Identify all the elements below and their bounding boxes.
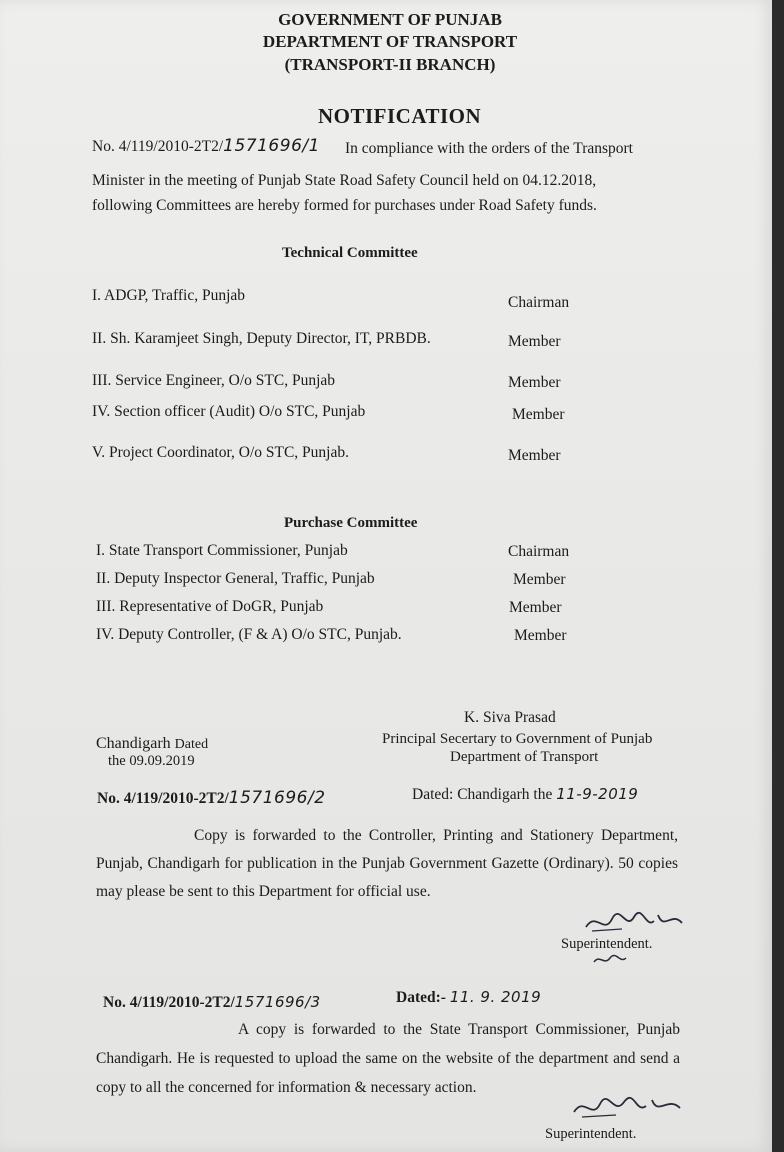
- copy2-dated-label: Dated:-: [396, 989, 446, 1006]
- signatory-department: Department of Transport: [450, 749, 599, 765]
- purchase-member-role: Member: [514, 627, 567, 644]
- copy2-date-handwritten: 11. 9. 2019: [449, 988, 542, 1006]
- notice-ref-handwritten: 1571696/1: [223, 136, 320, 156]
- signature-2-icon: [570, 1090, 690, 1124]
- copy1-text: Copy is forwarded to the Controller, Printing and Stationery Department, Punjab, Chandigarh for publication in the Punjab Government Gazette (Ordinary). 50 copies may please be sent to this Department for official use.: [96, 827, 678, 900]
- technical-member-role: Member: [508, 374, 561, 391]
- copy2-sign-title: Superintendent.: [545, 1126, 637, 1142]
- initials-1-icon: [592, 952, 628, 968]
- copy1-sign-title: Superintendent.: [561, 936, 653, 952]
- notice-ref: [92, 136, 320, 156]
- notice-ref-prefix: No. 4/119/2010-2T2/: [92, 138, 224, 155]
- technical-committee-heading: Technical Committee: [282, 245, 418, 261]
- purchase-committee-heading: Purchase Committee: [284, 515, 418, 531]
- purchase-member-name: III. Representative of DoGR, Punjab: [96, 598, 324, 615]
- technical-member-name: V. Project Coordinator, O/o STC, Punjab.: [92, 444, 349, 461]
- copy1-dated: [412, 785, 638, 804]
- notification-title: NOTIFICATION: [318, 104, 482, 128]
- copy2-dated: [396, 988, 541, 1007]
- place-date: the 09.09.2019: [108, 753, 195, 769]
- notice-line-3: following Committees are hereby formed for purchases under Road Safety funds.: [92, 197, 597, 214]
- notice-line-1: In compliance with the orders of the Transport: [345, 140, 633, 157]
- technical-member-name: III. Service Engineer, O/o STC, Punjab: [92, 372, 336, 389]
- copy2-ref: [103, 993, 321, 1012]
- copy1-dated-label: Dated: Chandigarh the: [412, 786, 553, 803]
- place-name: Chandigarh: [96, 735, 171, 752]
- header-department: DEPARTMENT OF TRANSPORT: [262, 32, 518, 51]
- purchase-member-role: Member: [509, 599, 562, 616]
- header-government: GOVERNMENT OF PUNJAB: [278, 10, 502, 29]
- header-branch: (TRANSPORT-II BRANCH): [284, 55, 496, 74]
- technical-member-name: I. ADGP, Traffic, Punjab: [92, 287, 246, 304]
- technical-member-role: Chairman: [508, 294, 570, 311]
- copy1-ref-handwritten: 1571696/2: [228, 788, 326, 808]
- dated-word: Dated: [174, 737, 209, 752]
- purchase-member-role: Chairman: [508, 543, 570, 560]
- copy2-ref-prefix: No. 4/119/2010-2T2/: [103, 994, 235, 1011]
- technical-member-role: Member: [512, 406, 565, 423]
- copy1-ref: [97, 788, 326, 808]
- technical-member-role: Member: [508, 333, 561, 350]
- technical-member-role: Member: [508, 447, 561, 464]
- copy1-date-handwritten: 11-9-2019: [556, 785, 639, 803]
- signatory-name: K. Siva Prasad: [464, 709, 556, 726]
- signature-1-icon: [582, 905, 692, 939]
- purchase-member-name: II. Deputy Inspector General, Traffic, Punjab: [96, 570, 375, 587]
- copy2-text: A copy is forwarded to the State Transport Commissioner, Punjab Chandigarh. He is requested to upload the same on the website of the department and send a copy to all the concerned for information & necessary action.: [96, 1021, 680, 1096]
- signatory-designation: Principal Secertary to Government of Punjab: [382, 731, 653, 747]
- purchase-member-role: Member: [513, 571, 566, 588]
- copy2-ref-handwritten: 1571696/3: [234, 993, 321, 1011]
- notice-line-2: Minister in the meeting of Punjab State Road Safety Council held on 04.12.2018,: [92, 172, 597, 189]
- copy1-ref-prefix: No. 4/119/2010-2T2/: [97, 790, 229, 807]
- place-line: [96, 735, 208, 753]
- purchase-member-name: IV. Deputy Controller, (F & A) O/o STC, Punjab.: [96, 626, 402, 643]
- technical-member-name: II. Sh. Karamjeet Singh, Deputy Director, IT, PRBDB.: [92, 330, 431, 347]
- purchase-member-name: I. State Transport Commissioner, Punjab: [96, 542, 348, 559]
- technical-member-name: IV. Section officer (Audit) O/o STC, Punjab: [92, 403, 366, 420]
